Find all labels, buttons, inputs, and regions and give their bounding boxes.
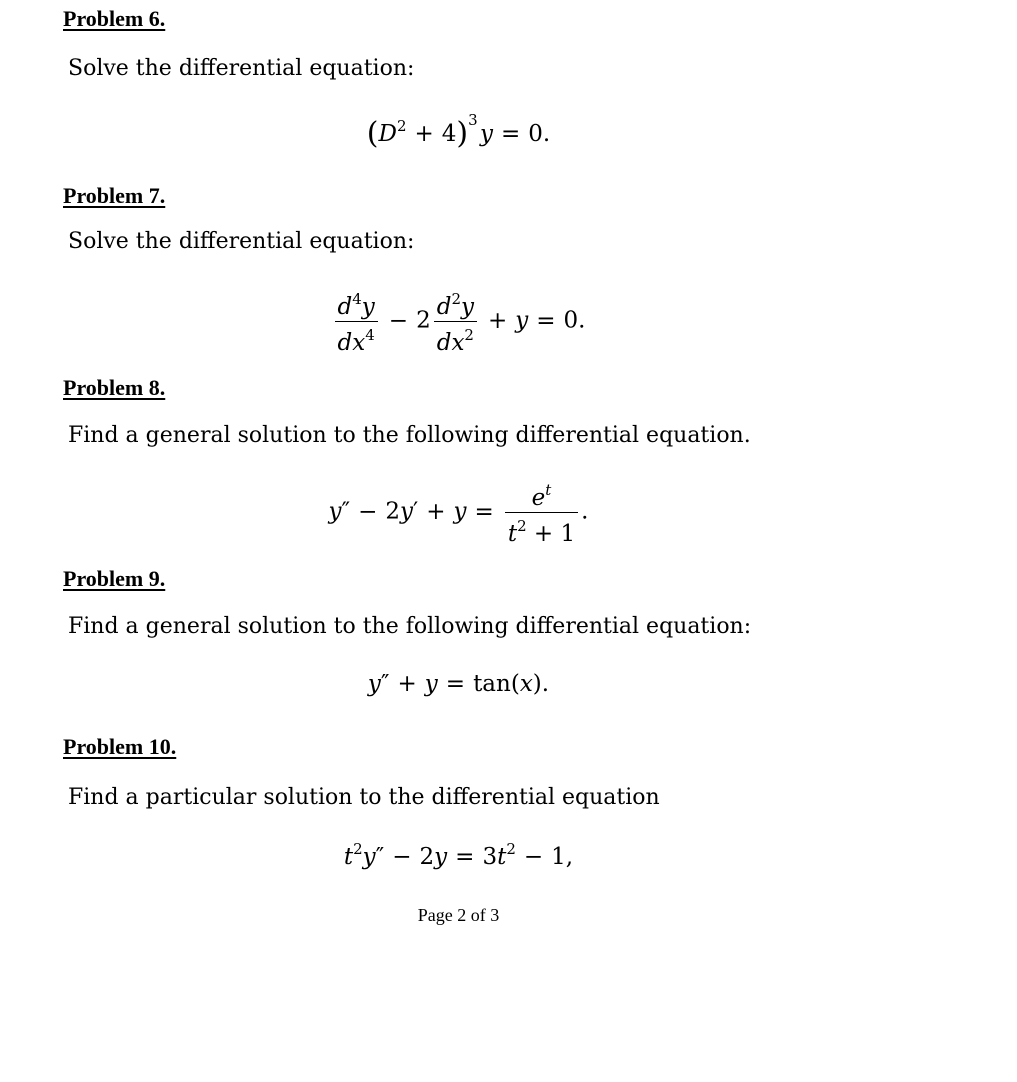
problem-prompt: Solve the differential equation: bbox=[68, 229, 415, 254]
equation: $\frac{d^4y}{dx^4}$ − 2 $\frac{d^2y}{dx^2}$ + y = 0. bbox=[0, 286, 917, 357]
problem-prompt: Find a general solution to the following differential equation. bbox=[68, 423, 751, 448]
problem-title: Problem 7. bbox=[63, 183, 166, 208]
page-number: Page 2 of 3 bbox=[417, 905, 500, 925]
problem-prompt: Solve the differential equation: bbox=[68, 56, 415, 81]
problem-title: Problem 9. bbox=[63, 566, 166, 591]
equation: y″ − 2y′ + y = $\frac{e^t}{t^2 + 1}$ . bbox=[0, 477, 917, 548]
equation: y″ + y = tan(x). bbox=[367, 671, 550, 697]
problem-title: Problem 6. bbox=[63, 6, 166, 31]
problem-title: Problem 8. bbox=[63, 375, 166, 400]
problem-prompt: Find a particular solution to the differential equation bbox=[68, 785, 660, 810]
equation: $(D^2 + 4)^3$ y = 0. bbox=[366, 111, 551, 151]
problem-prompt: Find a general solution to the following differential equation: bbox=[68, 614, 752, 639]
equation: $t^2y'' - 2y = 3t^2 - 1$, bbox=[343, 840, 574, 870]
problem-title: Problem 10. bbox=[63, 734, 177, 759]
